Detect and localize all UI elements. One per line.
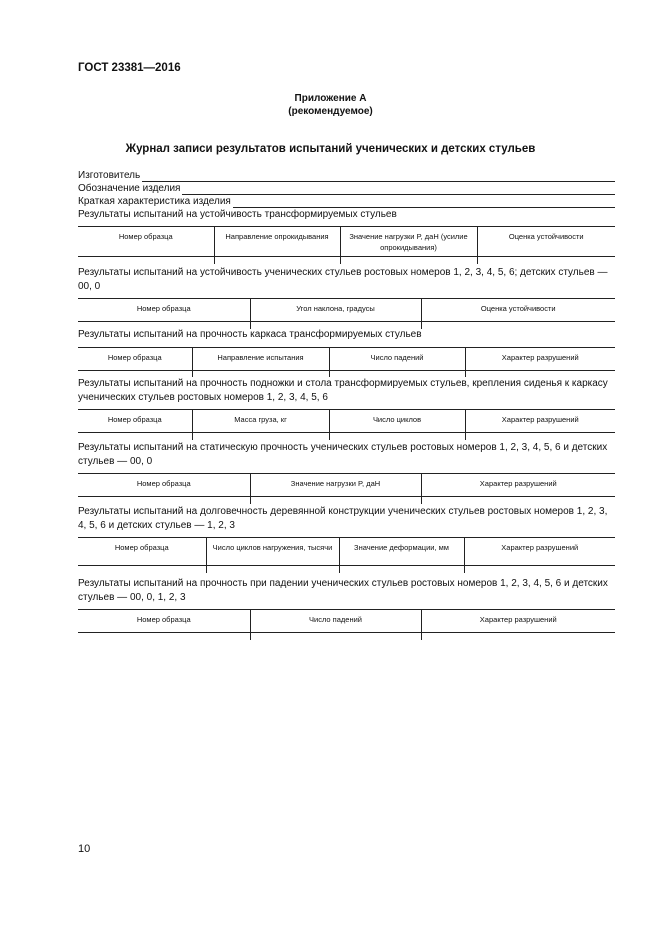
field-underline	[142, 172, 615, 182]
fields-block	[78, 169, 615, 221]
column-header: Номер образца	[78, 474, 250, 497]
column-header: Угол наклона, градусы	[250, 299, 421, 322]
section-text: Результаты испытаний на прочность подножки и стола трансформируемых стульев, крепления сиденья к каркасу ученических стульев ростовых номеров 1, 2, 3, 4, 5, 6	[78, 378, 608, 403]
column-header: Число циклов	[329, 410, 465, 433]
column-header: Характер разрушений	[421, 610, 615, 633]
column-header: Характер разрушений	[421, 474, 615, 497]
field-underline	[182, 185, 615, 195]
column-header: Направление испытания	[192, 347, 329, 370]
column-header: Номер образца	[78, 299, 250, 322]
stability-transformable-table	[78, 226, 615, 264]
field-underline	[233, 198, 615, 208]
column-header: Значение нагрузки P, даН (усилие опрокидывания)	[340, 227, 477, 257]
column-header: Число циклов нагружения, тысячи	[206, 538, 339, 566]
section-stability-transformable	[78, 226, 615, 264]
appendix-title: Приложение А	[294, 93, 367, 104]
column-header: Значение деформации, мм	[339, 538, 464, 566]
field-label: Обозначение изделия	[78, 183, 181, 194]
section-text: Результаты испытаний на прочность каркаса трансформируемых стульев	[78, 329, 422, 340]
section-static-strength	[78, 441, 615, 504]
section-durability	[78, 505, 615, 573]
column-header: Номер образца	[78, 227, 214, 257]
column-header: Число падений	[250, 610, 421, 633]
column-header: Оценка устойчивости	[477, 227, 615, 257]
section-frame-strength	[78, 328, 615, 377]
section-text: Результаты испытаний на статическую прочность ученических стульев ростовых номеров 1, 2, 3, 4, 5, 6 и детских стульев — 00, 0	[78, 442, 608, 467]
column-header: Характер разрушений	[465, 410, 615, 433]
column-header: Характер разрушений	[464, 538, 615, 566]
column-header: Номер образца	[78, 410, 192, 433]
frame-strength-table	[78, 347, 615, 378]
section-footrest-strength	[78, 377, 615, 440]
field-manufacturer	[78, 169, 615, 182]
column-header: Оценка устойчивости	[421, 299, 615, 322]
column-header: Номер образца	[78, 538, 206, 566]
field-product-designation	[78, 182, 615, 195]
column-header: Характер разрушений	[465, 347, 615, 370]
column-header: Значение нагрузки P, даН	[250, 474, 421, 497]
section-text: Результаты испытаний на прочность при падении ученических стульев ростовых номеров 1, 2, 3, 4, 5, 6 и детских стульев — 00, 0, 1, 2, 3	[78, 578, 608, 603]
field-label: Результаты испытаний на устойчивость трансформируемых стульев	[78, 209, 397, 220]
section-text: Результаты испытаний на долговечность деревянной конструкции ученических стульев ростовых номеров 1, 2, 3, 4, 5, 6 и детских стульев — 1, 2, 3	[78, 506, 608, 531]
column-header: Масса груза, кг	[192, 410, 329, 433]
journal-title: Журнал записи результатов испытаний ученических и детских стульев	[125, 143, 536, 155]
field-product-description	[78, 195, 615, 208]
section-text: Результаты испытаний на устойчивость ученических стульев ростовых номеров 1, 2, 3, 4, 5, 6; детских стульев — 00, 0	[78, 267, 608, 292]
stability-school-table	[78, 298, 615, 329]
column-header: Число падений	[329, 347, 465, 370]
field-label: Изготовитель	[78, 170, 141, 181]
column-header: Направление опрокидывания	[214, 227, 340, 257]
section-drop-strength	[78, 577, 615, 640]
column-header: Номер образца	[78, 610, 250, 633]
drop-strength-table	[78, 609, 615, 640]
field-stability-results	[78, 208, 615, 221]
footrest-strength-table	[78, 409, 615, 440]
standard-code: ГОСТ 23381—2016	[78, 62, 181, 74]
durability-table	[78, 537, 615, 573]
column-header: Номер образца	[78, 347, 192, 370]
section-stability-school	[78, 266, 615, 329]
appendix-subtitle: (рекомендуемое)	[288, 106, 373, 117]
page-number: 10	[78, 843, 91, 855]
field-label: Краткая характеристика изделия	[78, 196, 231, 207]
static-strength-table	[78, 473, 615, 504]
